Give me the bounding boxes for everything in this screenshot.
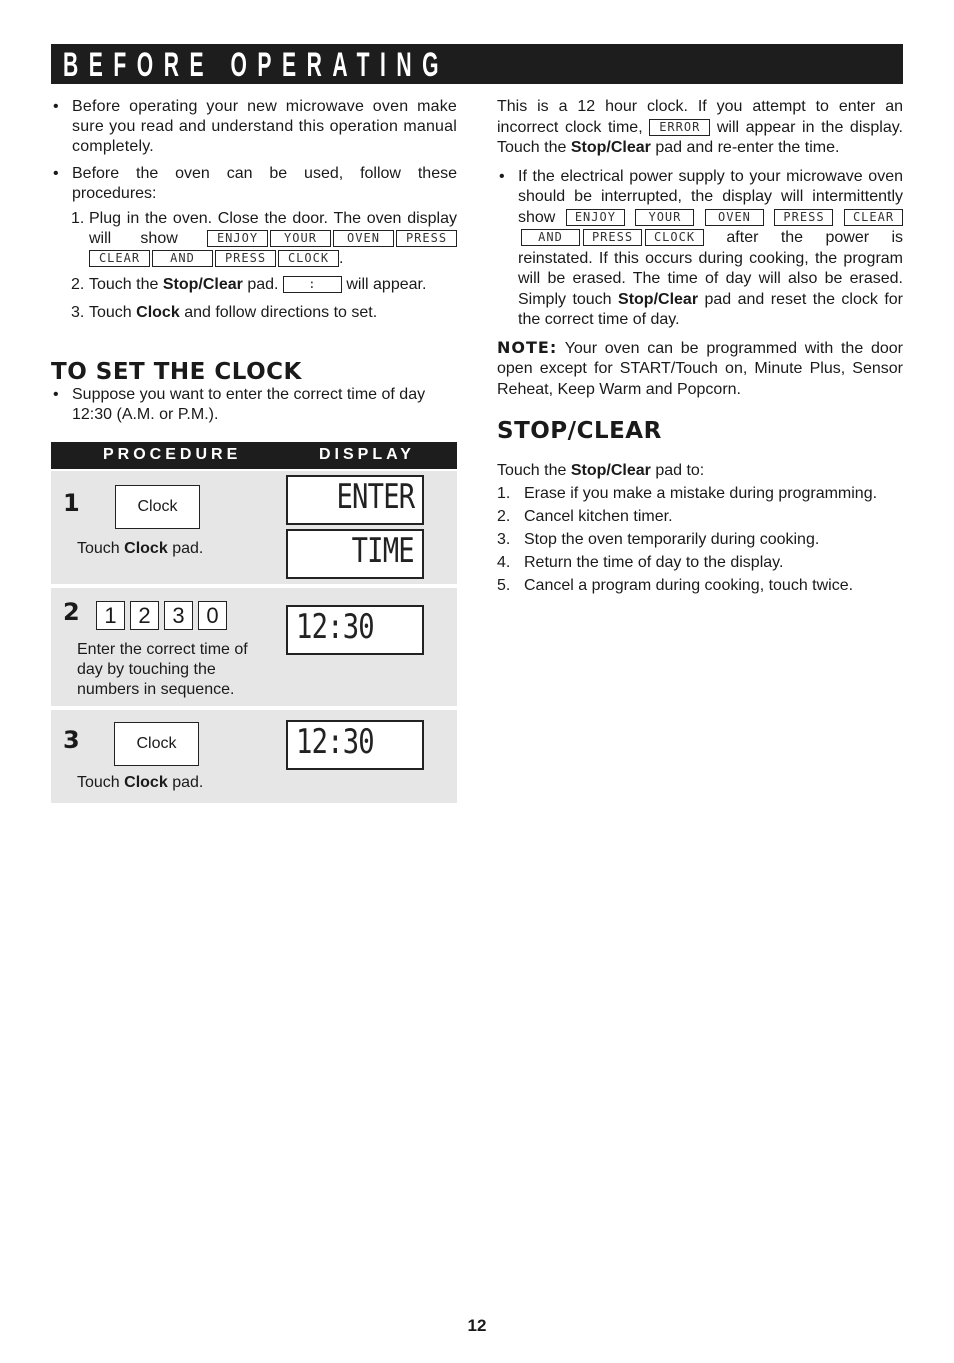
step-bold: Stop/Clear (162, 276, 243, 293)
paragraph-text: This is a 12 hour clock. If you attempt to enter an incorrect clock time, (497, 98, 903, 136)
step-number: 2 (63, 598, 80, 626)
display-word: AND (152, 250, 213, 267)
left-column (51, 97, 457, 425)
banner-title: BEFORE OPERATING (63, 46, 450, 84)
list-item (497, 553, 903, 573)
paragraph-text: will appear in the display. Touch the (497, 118, 903, 156)
paragraph-text: pad and reset the clock for the correct time of day. (518, 290, 903, 328)
number-key-2[interactable]: 2 (130, 601, 159, 630)
display-word: PRESS (774, 209, 833, 226)
display-word: YOUR (270, 230, 331, 247)
display-text: 12:30 (296, 722, 374, 762)
note-label: NOTE: (497, 337, 558, 357)
step-number: 3 (63, 726, 80, 754)
item-number: 5. (497, 577, 511, 594)
display-colon: : (283, 276, 342, 293)
number-key-0[interactable]: 0 (198, 601, 227, 630)
clock-suppose: • Suppose you want to enter the correct time of day 12:30 (A.M. or P.M.). (51, 385, 457, 425)
display-text: 12:30 (296, 607, 374, 647)
item-text: Stop the oven temporarily during cooking. (524, 531, 820, 548)
list-item (497, 507, 903, 527)
step-bold: Clock (136, 304, 180, 321)
lcd-display (286, 605, 424, 655)
display-text: TIME (351, 531, 414, 571)
step-text: Plug in the oven. Close the door. The oven display will show (89, 210, 457, 247)
step-text: Touch the (89, 276, 159, 293)
display-word: OVEN (705, 209, 764, 226)
item-text: Cancel a program during cooking, touch twice. (524, 577, 854, 594)
item-number: 3. (497, 531, 511, 548)
clock-pad[interactable]: Clock (115, 485, 200, 529)
item-text: Cancel kitchen timer. (524, 508, 673, 525)
item-text: Return the time of day to the display. (524, 554, 784, 571)
step-caption (77, 773, 203, 793)
display-word: YOUR (635, 209, 694, 226)
intro-step-1 (51, 209, 457, 269)
caption-text: pad. (172, 774, 204, 791)
clock-heading: TO SET THE CLOCK (51, 359, 302, 385)
display-word: AND (521, 229, 580, 246)
display-word: OVEN (333, 230, 394, 247)
intro-step-2 (51, 275, 457, 295)
display-word: ERROR (649, 119, 710, 136)
number-key-1[interactable]: 1 (96, 601, 125, 630)
paragraph-text: after the power is reinstated. If this occurs during cooking, the program will be erased. The time of day will also be erased. Simply touch (518, 229, 903, 308)
procedure-col-label: PROCEDURE (103, 446, 242, 463)
step-caption (77, 539, 203, 559)
step-caption: Enter the correct time of day by touching the numbers in sequence. (77, 641, 248, 698)
number-key-3[interactable]: 3 (164, 601, 193, 630)
display-word: CLEAR (89, 250, 150, 267)
lcd-display (286, 475, 424, 525)
caption-text: Touch (77, 774, 120, 791)
stopclear-heading: STOP/CLEAR (497, 418, 662, 444)
section-banner (51, 44, 903, 84)
step-text: Touch (89, 304, 132, 321)
intro-bullet-2: • Before the oven can be used, follow these procedures: (51, 164, 457, 204)
display-text: ENTER (336, 477, 414, 517)
procedure-step-1 (51, 471, 457, 584)
procedure-table-header (51, 442, 457, 469)
step-text: and follow directions to set. (184, 304, 378, 321)
item-number: 1. (497, 485, 511, 502)
paragraph-bold: Stop/Clear (570, 139, 651, 156)
caption-bold: Clock (124, 540, 168, 557)
caption-text: pad. (172, 540, 204, 557)
caption-text: Touch (77, 540, 120, 557)
clock-pad[interactable]: Clock (114, 722, 199, 766)
paragraph-bold: Stop/Clear (618, 290, 699, 308)
stopclear-list (497, 484, 903, 596)
note-paragraph (497, 338, 903, 401)
intro-step-3 (51, 303, 457, 323)
caption-bold: Clock (124, 774, 168, 791)
item-text: Erase if you make a mistake during programming. (524, 485, 878, 502)
list-item (497, 484, 903, 504)
display-word: CLOCK (278, 250, 339, 267)
intro-bullet-1: • Before operating your new microwave oven make sure you read and understand this operation manual completely. (51, 97, 457, 157)
step-number: 1. (71, 210, 85, 227)
paragraph-bold: Stop/Clear (570, 462, 651, 479)
display-word: CLEAR (844, 209, 903, 226)
step-text: will appear. (346, 276, 427, 293)
step-number: 3. (71, 304, 85, 321)
display-col-label: DISPLAY (319, 446, 415, 463)
lcd-display (286, 529, 424, 579)
step-text: pad. (247, 276, 279, 293)
list-item (497, 576, 903, 596)
step-number: 2. (71, 276, 85, 293)
display-word: CLOCK (645, 229, 704, 246)
paragraph-text: pad and re-enter the time. (655, 139, 840, 156)
step-end: . (339, 250, 344, 267)
procedure-step-3 (51, 710, 457, 803)
right-column (497, 97, 903, 599)
lcd-display (286, 720, 424, 770)
item-number: 2. (497, 508, 511, 525)
display-word: ENJOY (566, 209, 625, 226)
display-word: ENJOY (207, 230, 268, 247)
step-number: 1 (63, 489, 80, 517)
display-word: PRESS (583, 229, 642, 246)
clock-error-paragraph (497, 97, 903, 159)
note-text: Your oven can be programmed with the door open except for START/Touch on, Minute Plus, Sensor Reheat, Keep Warm and Popcorn. (497, 339, 904, 398)
display-word: PRESS (396, 230, 457, 247)
paragraph-text: pad to: (655, 462, 705, 479)
display-word: PRESS (215, 250, 276, 267)
procedure-step-2 (51, 588, 457, 706)
power-interrupt-bullet (497, 167, 903, 331)
list-item (497, 530, 903, 550)
stopclear-intro (497, 461, 903, 481)
paragraph-text: Touch the (497, 462, 567, 479)
paragraph-text: If the electrical power supply to your microwave oven should be interrupted, the display will intermittently show (518, 167, 903, 226)
item-number: 4. (497, 554, 511, 571)
page-number: 12 (467, 1316, 487, 1335)
